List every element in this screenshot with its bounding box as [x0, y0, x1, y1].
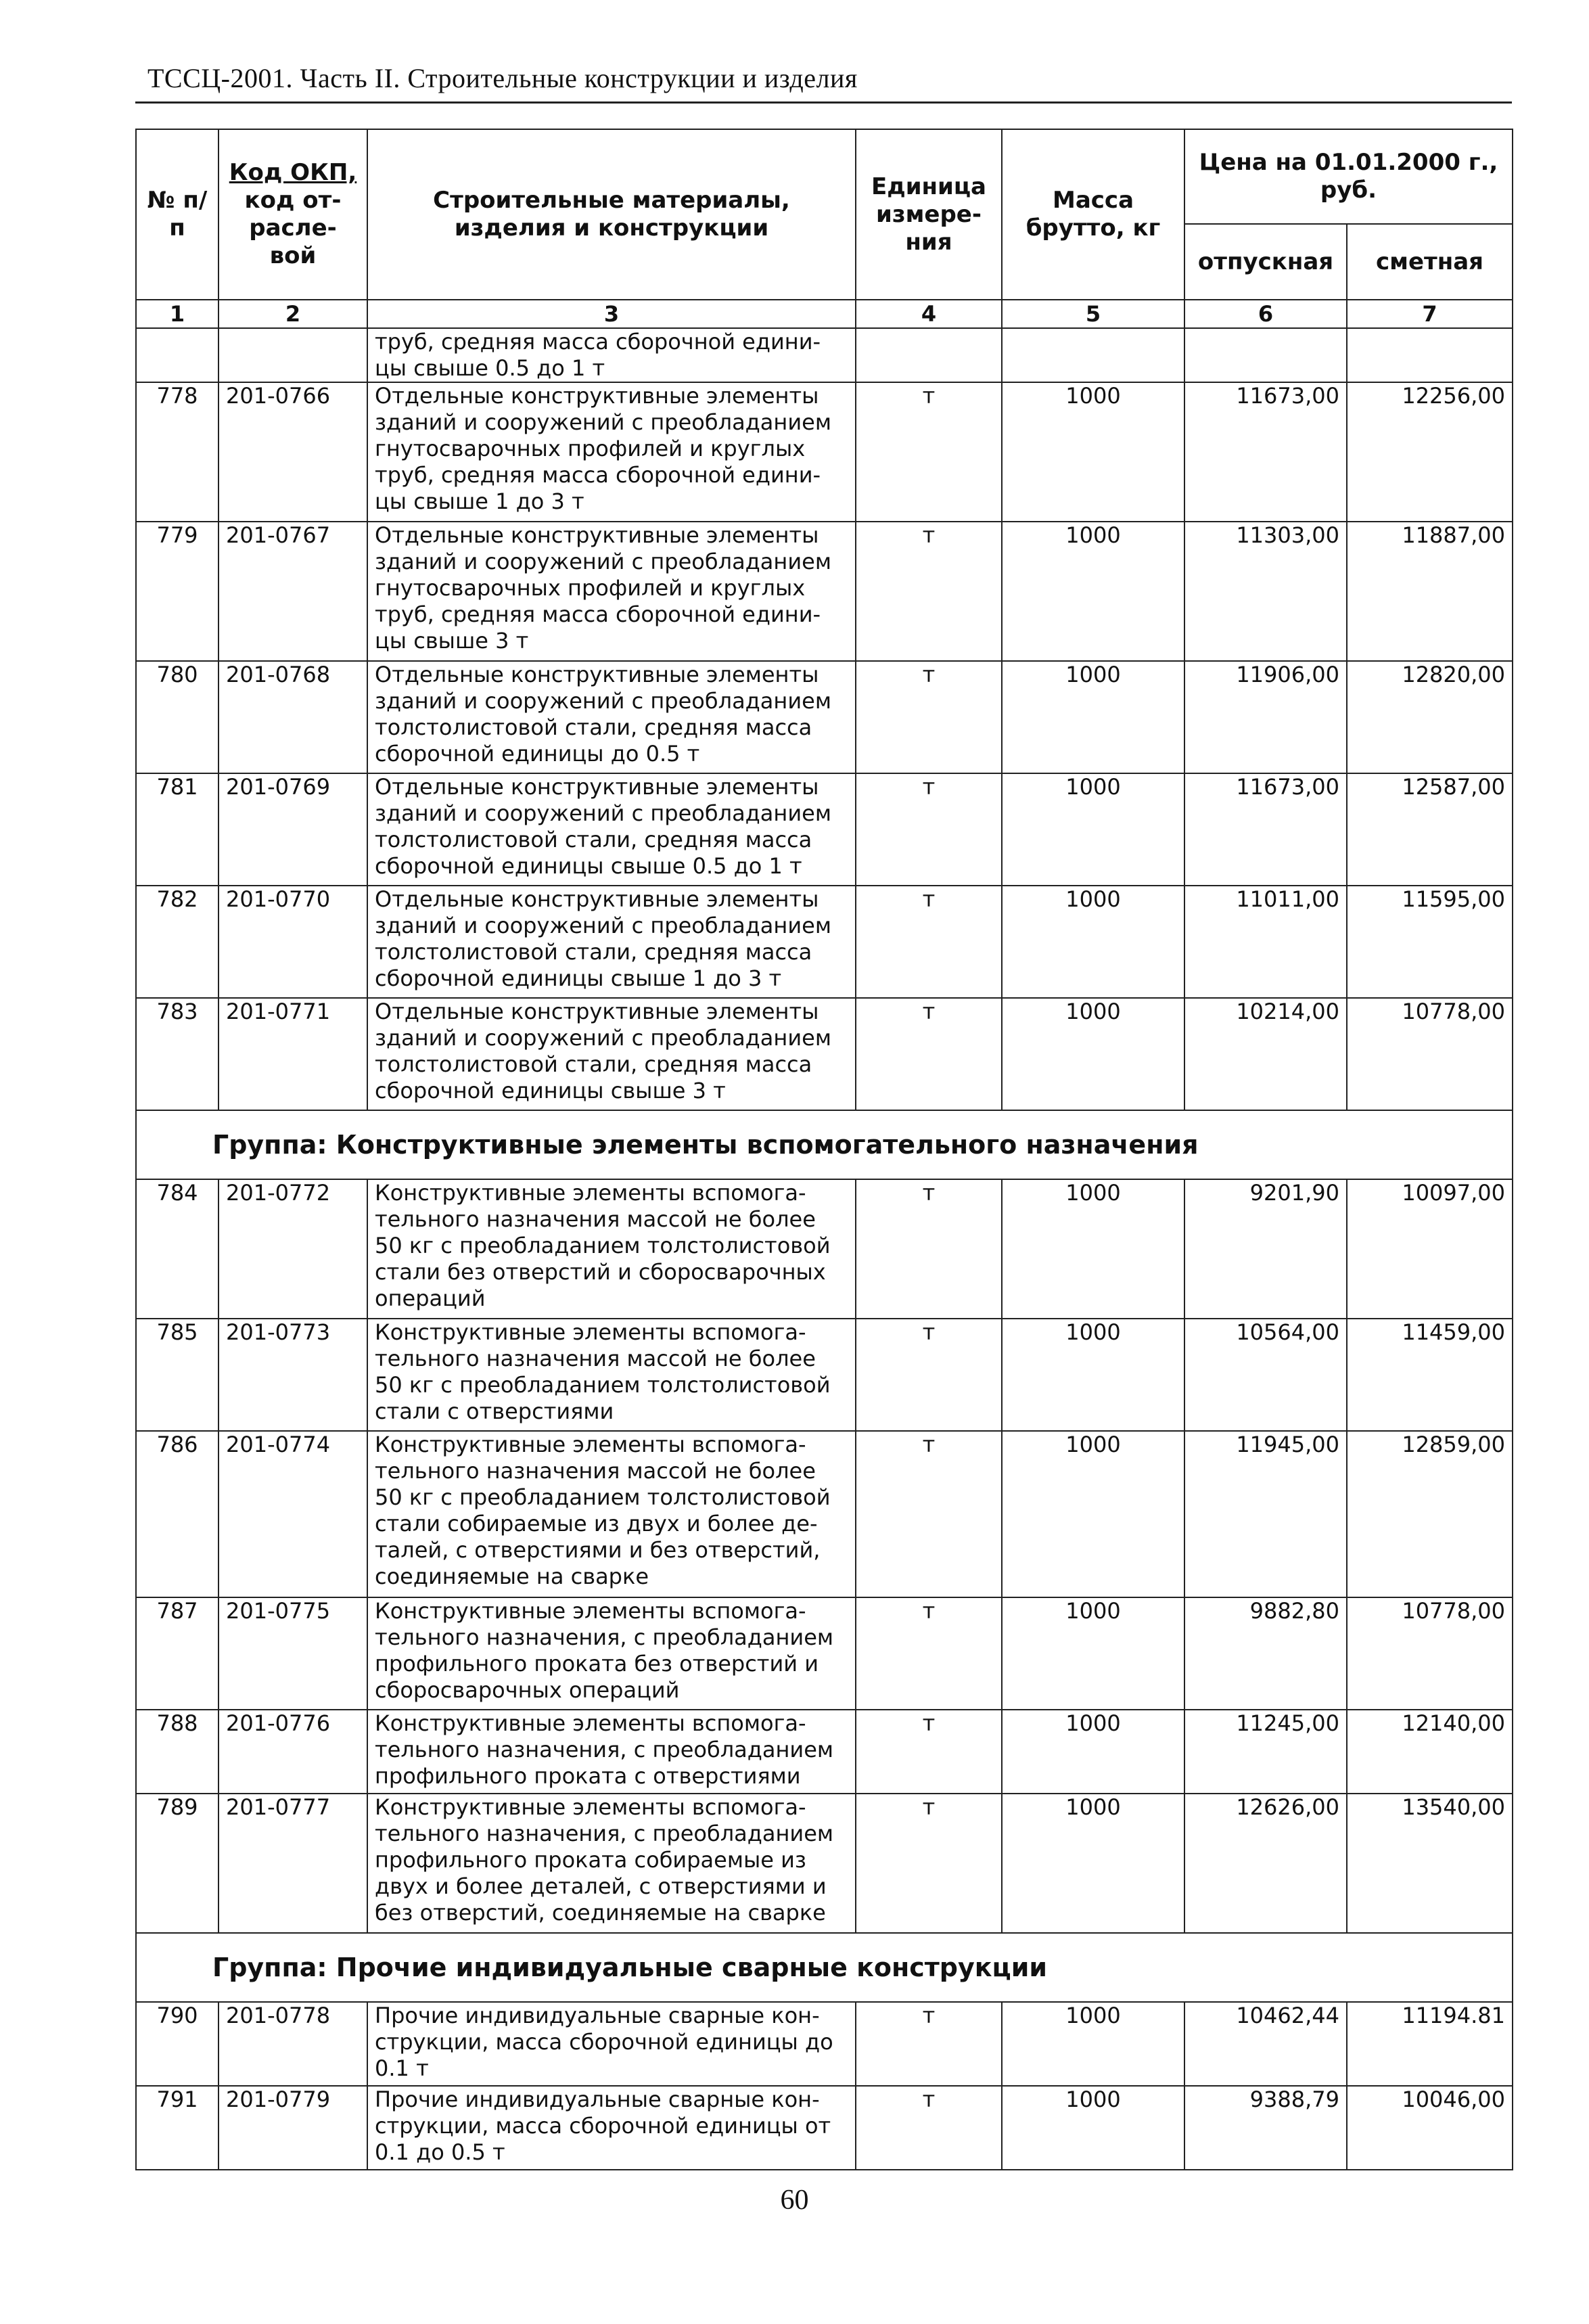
header-materials: Строительные материалы, изделия и конструкции	[367, 129, 856, 300]
row-code: 201-0770	[218, 886, 367, 998]
row-price-estimate: 10778,00	[1347, 1597, 1513, 1710]
row-price-release: 11303,00	[1184, 522, 1347, 661]
row-price-release: 9388,79	[1184, 2086, 1347, 2170]
row-number: 789	[136, 1794, 218, 1933]
header-unit: Единица измере-ния	[856, 129, 1002, 300]
row-price-release: 10214,00	[1184, 998, 1347, 1110]
row-description: Конструктивные элементы вспомога-тельного назначения массой не более 50 кг с преобладанием толстолистовой стали без отверстий и сборосварочных операций	[367, 1179, 856, 1319]
table-row	[136, 661, 1513, 773]
row-price-estimate: 10046,00	[1347, 2086, 1513, 2170]
column-number: 6	[1184, 300, 1347, 328]
row-price-estimate: 11459,00	[1347, 1319, 1513, 1431]
column-number: 3	[367, 300, 856, 328]
row-code: 201-0771	[218, 998, 367, 1110]
row-mass: 1000	[1002, 1597, 1184, 1710]
row-description: Конструктивные элементы вспомога-тельного назначения, с преобладанием профильного проката собираемые из двух и более деталей, с отверстиями и без отверстий, соединяемые на сварке	[367, 1794, 856, 1933]
row-price-release: 10462,44	[1184, 2002, 1347, 2086]
row-mass: 1000	[1002, 1179, 1184, 1319]
row-unit: т	[856, 1431, 1002, 1597]
row-price-estimate: 12140,00	[1347, 1710, 1513, 1794]
row-unit: т	[856, 886, 1002, 998]
row-description: Отдельные конструктивные элементы зданий и сооружений с преобладанием гнутосварочных профилей и круглых труб, средняя масса сборочной едини-цы свыше 1 до 3 т	[367, 382, 856, 522]
row-description: Отдельные конструктивные элементы зданий и сооружений с преобладанием толстолистовой стали, средняя масса сборочной единицы свыше 1 до 3 т	[367, 886, 856, 998]
row-unit: т	[856, 382, 1002, 522]
row-number: 785	[136, 1319, 218, 1431]
group-title: Группа: Прочие индивидуальные сварные конструкции	[136, 1933, 1513, 2002]
header-mass: Масса брутто, кг	[1002, 129, 1184, 300]
table-row	[136, 1319, 1513, 1431]
row-price-release: 11906,00	[1184, 661, 1347, 773]
row-number: 790	[136, 2002, 218, 2086]
row-number: 783	[136, 998, 218, 1110]
row-mass: 1000	[1002, 998, 1184, 1110]
header-code	[218, 129, 367, 300]
table-row	[136, 886, 1513, 998]
row-price-release: 11945,00	[1184, 1431, 1347, 1597]
row-code: 201-0779	[218, 2086, 367, 2170]
row-price-release: 11673,00	[1184, 773, 1347, 886]
row-description: Отдельные конструктивные элементы зданий и сооружений с преобладанием толстолистовой стали, средняя масса сборочной единицы до 0.5 т	[367, 661, 856, 773]
row-code: 201-0767	[218, 522, 367, 661]
row-price-release: 11245,00	[1184, 1710, 1347, 1794]
row-price-release: 11673,00	[1184, 382, 1347, 522]
row-number: 786	[136, 1431, 218, 1597]
row-number: 787	[136, 1597, 218, 1710]
table-row	[136, 2002, 1513, 2086]
group-row	[136, 1110, 1513, 1179]
continuation-text: труб, средняя масса сборочной едини-цы свыше 0.5 до 1 т	[367, 328, 856, 382]
header-code-link: Код ОКП,	[229, 159, 357, 186]
row-number: 781	[136, 773, 218, 886]
table-row	[136, 1710, 1513, 1794]
column-number: 1	[136, 300, 218, 328]
row-unit: т	[856, 1710, 1002, 1794]
row-description: Отдельные конструктивные элементы зданий и сооружений с преобладанием толстолистовой стали, средняя масса сборочной единицы свыше 0.5 до 1 т	[367, 773, 856, 886]
row-unit: т	[856, 998, 1002, 1110]
row-unit: т	[856, 1794, 1002, 1933]
page-header-title: ТССЦ-2001. Часть II. Строительные конструкции и изделия	[147, 63, 858, 93]
table-header-row	[136, 129, 1513, 224]
row-number: 778	[136, 382, 218, 522]
row-code: 201-0772	[218, 1179, 367, 1319]
header-price: Цена на 01.01.2000 г., руб.	[1184, 129, 1513, 224]
row-description: Конструктивные элементы вспомога-тельного назначения массой не более 50 кг с преобладанием толстолистовой стали с отверстиями	[367, 1319, 856, 1431]
row-unit: т	[856, 2002, 1002, 2086]
row-number: 791	[136, 2086, 218, 2170]
table-row	[136, 1179, 1513, 1319]
row-price-release: 9201,90	[1184, 1179, 1347, 1319]
table-row	[136, 2086, 1513, 2170]
row-code: 201-0775	[218, 1597, 367, 1710]
row-number: 779	[136, 522, 218, 661]
row-mass: 1000	[1002, 661, 1184, 773]
row-price-estimate: 12859,00	[1347, 1431, 1513, 1597]
row-mass: 1000	[1002, 2086, 1184, 2170]
row-mass: 1000	[1002, 382, 1184, 522]
row-code: 201-0768	[218, 661, 367, 773]
column-number-row	[136, 300, 1513, 328]
row-unit: т	[856, 522, 1002, 661]
row-price-release: 9882,80	[1184, 1597, 1347, 1710]
row-price-estimate: 12256,00	[1347, 382, 1513, 522]
row-mass: 1000	[1002, 2002, 1184, 2086]
row-price-estimate: 10778,00	[1347, 998, 1513, 1110]
row-price-estimate: 13540,00	[1347, 1794, 1513, 1933]
row-code: 201-0778	[218, 2002, 367, 2086]
row-price-estimate: 11595,00	[1347, 886, 1513, 998]
row-unit: т	[856, 773, 1002, 886]
table-row	[136, 773, 1513, 886]
row-price-estimate: 11194.81	[1347, 2002, 1513, 2086]
row-code: 201-0766	[218, 382, 367, 522]
row-description: Конструктивные элементы вспомога-тельного назначения массой не более 50 кг с преобладанием толстолистовой стали собираемые из двух и более де-талей, с отверстиями и без отверстий, соединяемые на сварке	[367, 1431, 856, 1597]
row-description: Конструктивные элементы вспомога-тельного назначения, с преобладанием профильного проката без отверстий и сборосварочных операций	[367, 1597, 856, 1710]
row-mass: 1000	[1002, 1794, 1184, 1933]
row-price-estimate: 12820,00	[1347, 661, 1513, 773]
table-row	[136, 522, 1513, 661]
column-number: 7	[1347, 300, 1513, 328]
rows-group-b	[136, 1179, 1513, 1933]
column-number: 4	[856, 300, 1002, 328]
rows-group-c	[136, 2002, 1513, 2170]
continuation-row	[136, 328, 1513, 382]
row-description: Отдельные конструктивные элементы зданий и сооружений с преобладанием гнутосварочных профилей и круглых труб, средняя масса сборочной едини-цы свыше 3 т	[367, 522, 856, 661]
row-price-estimate: 10097,00	[1347, 1179, 1513, 1319]
row-code: 201-0773	[218, 1319, 367, 1431]
column-number: 5	[1002, 300, 1184, 328]
header-price-release: отпускная	[1184, 224, 1347, 300]
row-price-release: 12626,00	[1184, 1794, 1347, 1933]
header-num: № п/п	[136, 129, 218, 300]
row-mass: 1000	[1002, 1710, 1184, 1794]
group-row	[136, 1933, 1513, 2002]
table-row	[136, 382, 1513, 522]
column-number: 2	[218, 300, 367, 328]
table-row	[136, 998, 1513, 1110]
rows-group-a	[136, 382, 1513, 1110]
row-mass: 1000	[1002, 522, 1184, 661]
row-price-release: 10564,00	[1184, 1319, 1347, 1431]
row-unit: т	[856, 2086, 1002, 2170]
row-code: 201-0769	[218, 773, 367, 886]
table-row	[136, 1794, 1513, 1933]
row-unit: т	[856, 1597, 1002, 1710]
row-code: 201-0774	[218, 1431, 367, 1597]
row-unit: т	[856, 1319, 1002, 1431]
row-number: 780	[136, 661, 218, 773]
header-divider	[135, 101, 1512, 104]
row-price-estimate: 11887,00	[1347, 522, 1513, 661]
row-description: Отдельные конструктивные элементы зданий и сооружений с преобладанием толстолистовой стали, средняя масса сборочной единицы свыше 3 т	[367, 998, 856, 1110]
row-number: 784	[136, 1179, 218, 1319]
row-description: Прочие индивидуальные сварные кон-струкции, масса сборочной единицы до 0.1 т	[367, 2002, 856, 2086]
row-code: 201-0777	[218, 1794, 367, 1933]
row-number: 788	[136, 1710, 218, 1794]
row-mass: 1000	[1002, 1319, 1184, 1431]
header-price-estimate: сметная	[1347, 224, 1513, 300]
row-description: Прочие индивидуальные сварные кон-струкции, масса сборочной единицы от 0.1 до 0.5 т	[367, 2086, 856, 2170]
page-number: 60	[780, 2185, 809, 2216]
group-title: Группа: Конструктивные элементы вспомогательного назначения	[136, 1110, 1513, 1179]
price-table	[135, 129, 1513, 2170]
table-row	[136, 1597, 1513, 1710]
row-unit: т	[856, 661, 1002, 773]
row-mass: 1000	[1002, 886, 1184, 998]
row-unit: т	[856, 1179, 1002, 1319]
row-mass: 1000	[1002, 1431, 1184, 1597]
table-row	[136, 1431, 1513, 1597]
row-price-estimate: 12587,00	[1347, 773, 1513, 886]
row-code: 201-0776	[218, 1710, 367, 1794]
row-number: 782	[136, 886, 218, 998]
row-price-release: 11011,00	[1184, 886, 1347, 998]
row-mass: 1000	[1002, 773, 1184, 886]
header-code-rest: код от-расле-вой	[244, 187, 342, 269]
row-description: Конструктивные элементы вспомога-тельного назначения, с преобладанием профильного проката с отверстиями	[367, 1710, 856, 1794]
